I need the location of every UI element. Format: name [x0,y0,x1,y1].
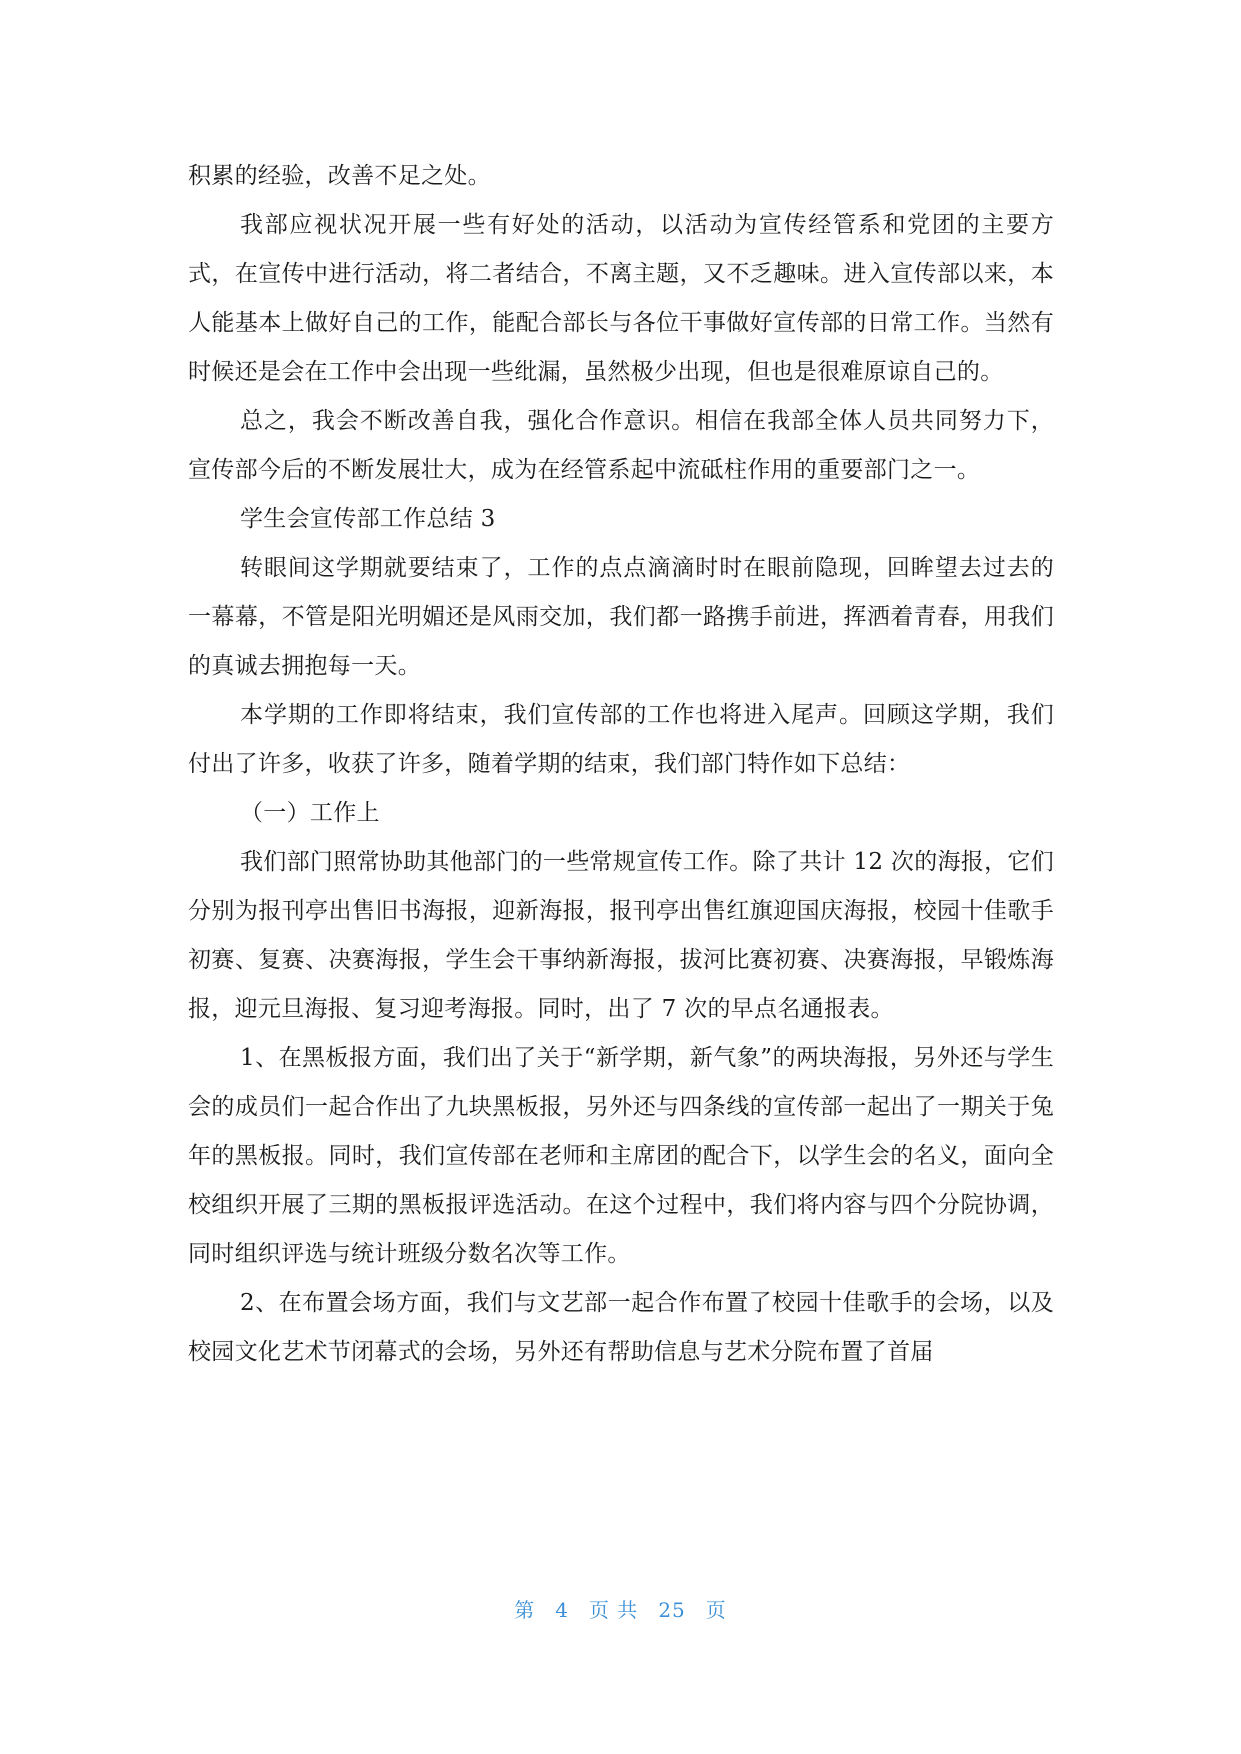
page-footer [0,1594,1241,1623]
paragraph-10: 2、在布置会场方面，我们与文艺部一起合作布置了校园十佳歌手的会场，以及校园文化艺术节闭幕式的会场，另外还有帮助信息与艺术分院布置了首届 [188,1290,1054,1365]
paragraph-8: 我们部门照常协助其他部门的一些常规宣传工作。除了共计 12 次的海报，它们分别为报刊亭出售旧书海报，迎新海报，报刊亭出售红旗迎国庆海报，校园十佳歌手初赛、复赛、决赛海报，学生会干事纳新海报，拔河比赛初赛、决赛海报，早锻炼海报，迎元旦海报、复习迎考海报。同时，出了 7 次的早点名通报表。 [188,849,1054,1022]
subsection-heading-work: （一）工作上 [240,800,380,826]
paragraph-2: 我部应视状况开展一些有好处的活动，以活动为宣传经管系和党团的主要方式，在宣传中进行活动，将二者结合，不离主题，又不乏趣味。进入宣传部以来，本人能基本上做好自己的工作，能配合部长与各位干事做好宣传部的日常工作。当然有时候还是会在工作中会出现一些纰漏，虽然极少出现，但也是很难原谅自己的。 [188,212,1054,385]
footer-suffix: 页 [705,1598,727,1622]
footer-current-page: 4 [555,1598,569,1622]
document-body [188,152,1054,1377]
footer-prefix: 第 [514,1598,536,1622]
paragraph-1: 积累的经验，改善不足之处。 [188,163,491,189]
paragraph-9: 1、在黑板报方面，我们出了关于“新学期，新气象”的两块海报，另外还与学生会的成员们一起合作出了九块黑板报，另外还与四条线的宣传部一起出了一期关于兔年的黑板报。同时，我们宣传部在老师和主席团的配合下，以学生会的名义，面向全校组织开展了三期的黑板报评选活动。在这个过程中，我们将内容与四个分院协调，同时组织评选与统计班级分数名次等工作。 [188,1045,1054,1267]
paragraph-5: 转眼间这学期就要结束了，工作的点点滴滴时时在眼前隐现，回眸望去过去的一幕幕，不管是阳光明媚还是风雨交加，我们都一路携手前进，挥洒着青春，用我们的真诚去拥抱每一天。 [188,555,1054,679]
footer-middle: 页 共 [588,1598,639,1622]
paragraph-6: 本学期的工作即将结束，我们宣传部的工作也将进入尾声。回顾这学期，我们付出了许多，收获了许多，随着学期的结束，我们部门特作如下总结： [188,702,1054,777]
footer-total-pages: 25 [658,1598,686,1622]
paragraph-3: 总之，我会不断改善自我，强化合作意识。相信在我部全体人员共同努力下，宣传部今后的不断发展壮大，成为在经管系起中流砥柱作用的重要部门之一。 [188,408,1054,483]
section-heading-3: 学生会宣传部工作总结 3 [240,506,496,532]
